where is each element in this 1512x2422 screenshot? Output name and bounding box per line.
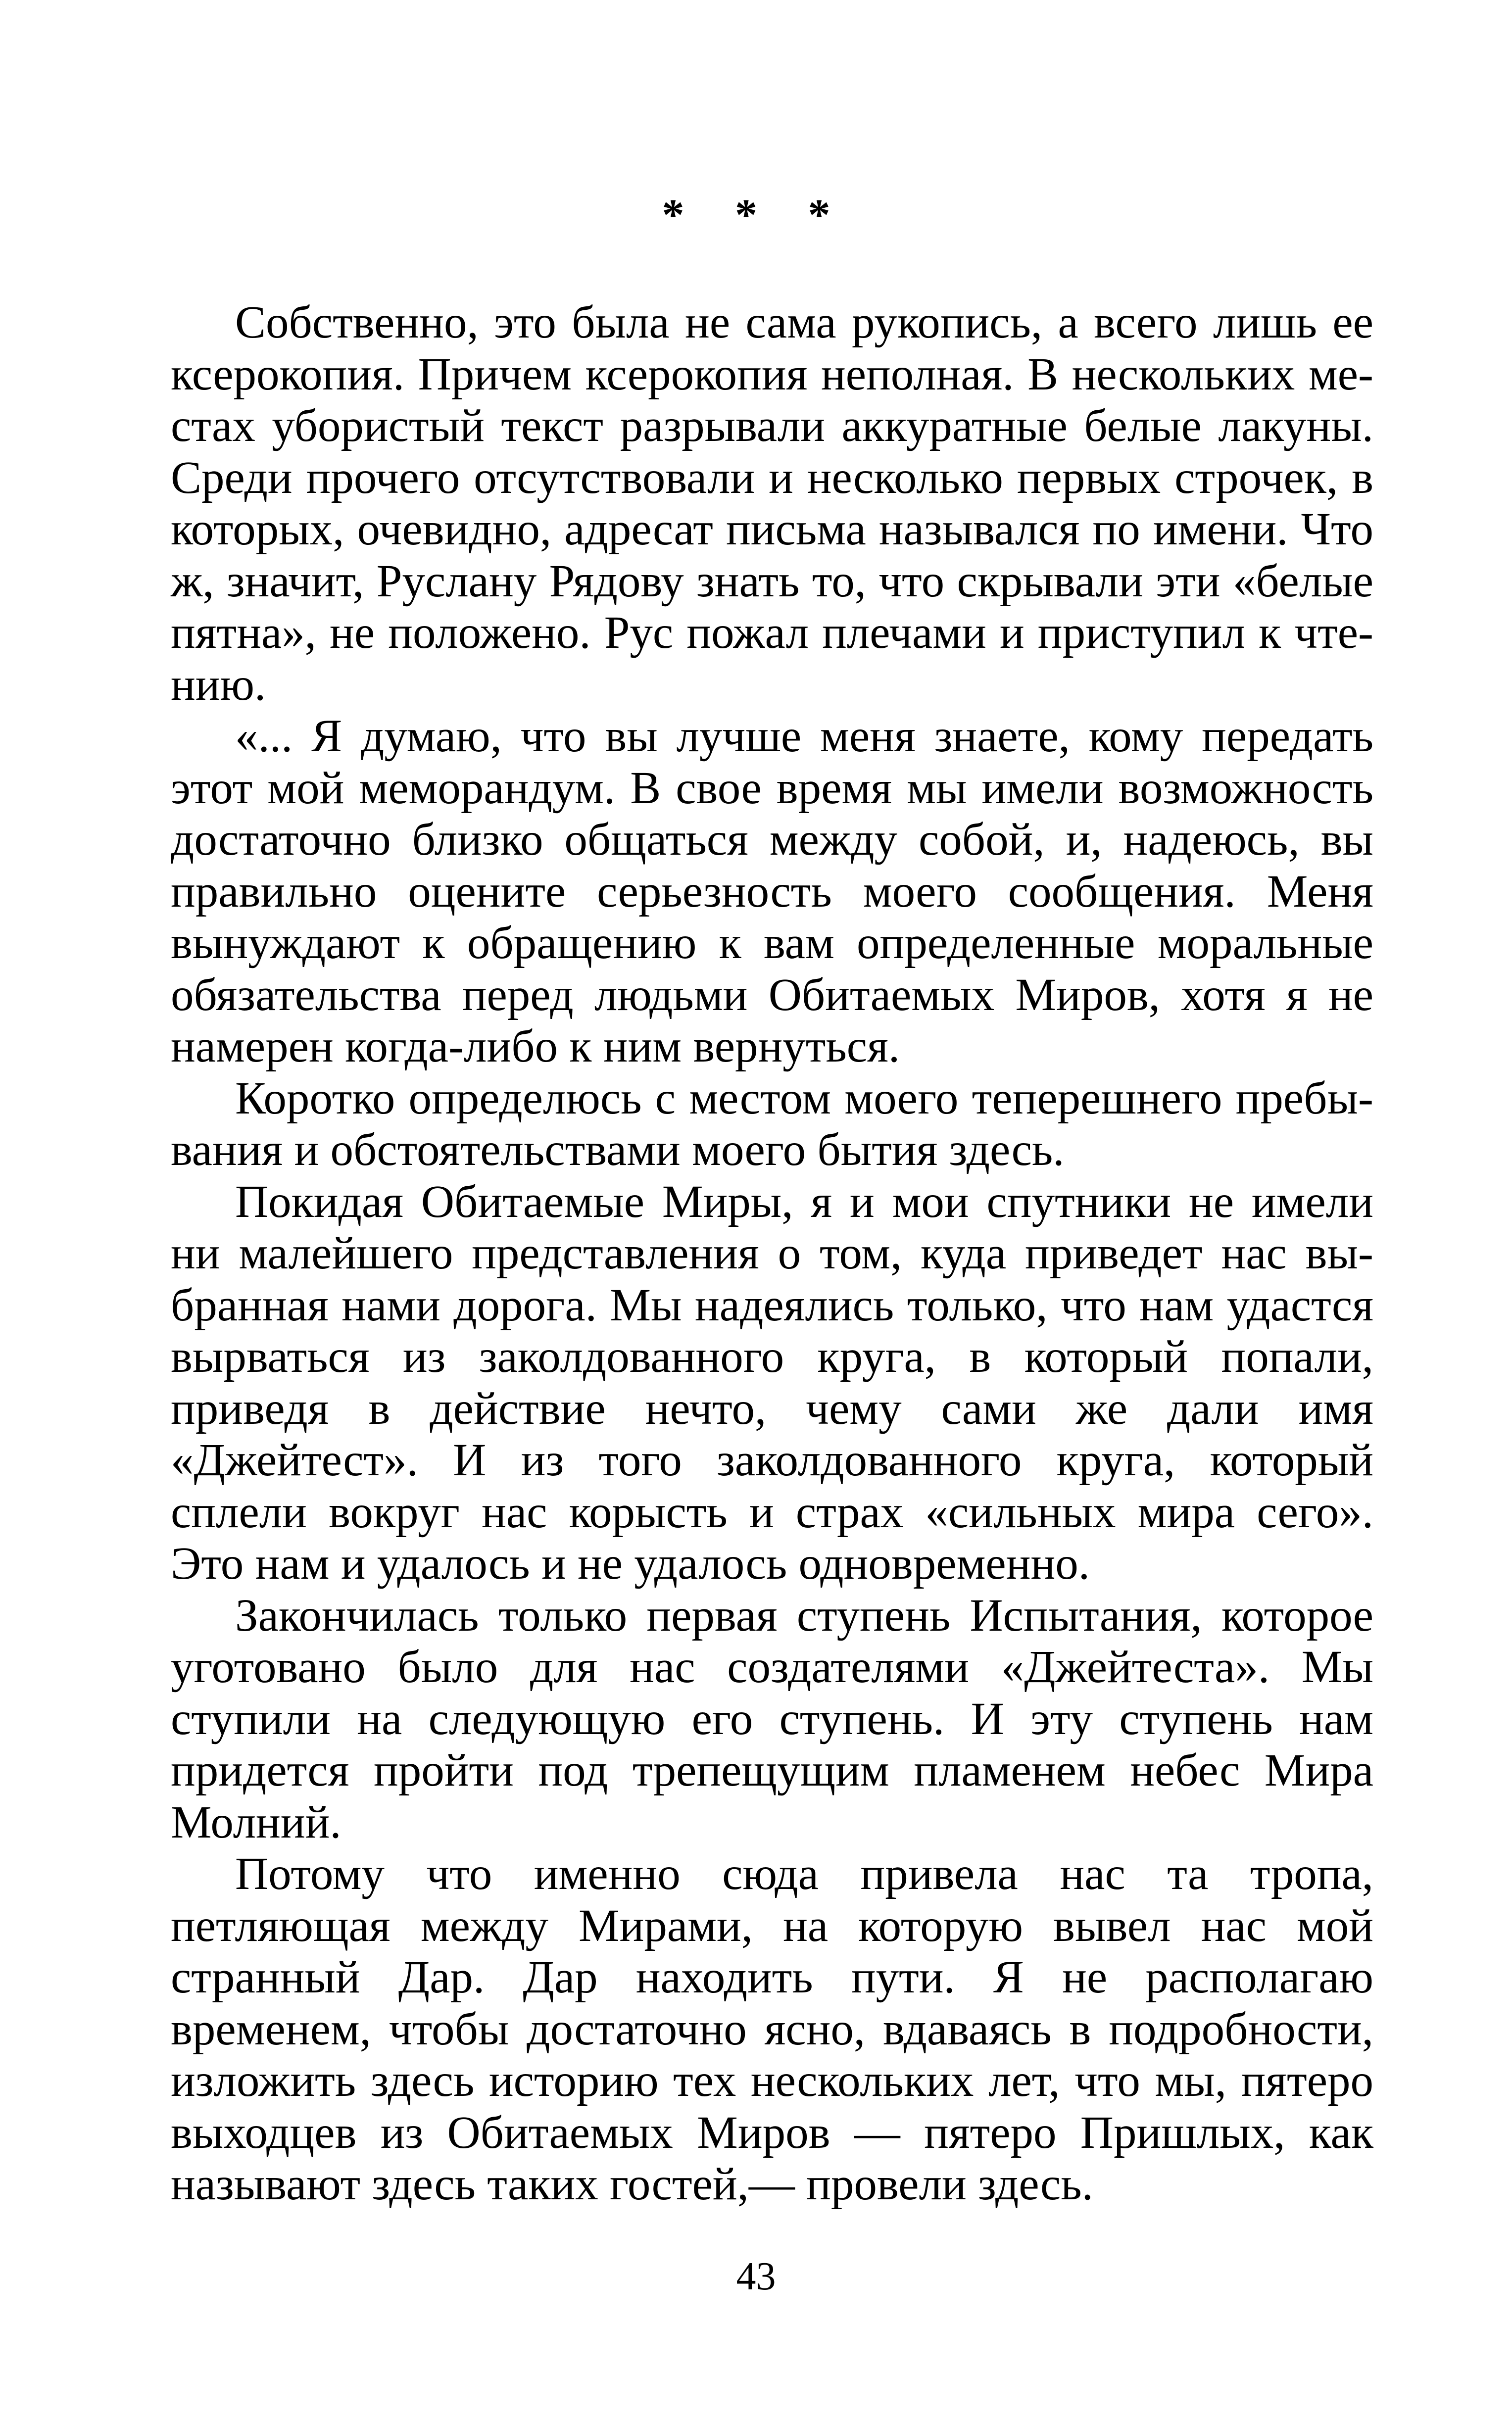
paragraph: Собственно, это была не сама рукопись, а всего лишь ее ксерокопия. Причем ксерокопия неполная. В нескольких местах убористый текст разрывали аккуратные белые лакуны. Среди прочего отсутствовали и несколько первых строчек, в которых, очевидно, адресат письма назывался по имени. Что ж, значит, Руслану Рядову знать то, что скрывали эти «белые пятна», не положено. Рус пожал плечами и приступил к чтению. <box>171 297 1373 710</box>
paragraph: Покидая Обитаемые Миры, я и мои спутники не имели ни малейшего представления о том, куда приведет нас выбранная нами дорога. Мы надеялись только, что нам удастся вырваться из заколдованного круга, в который попали, приведя в действие нечто, чему сами же дали имя «Джейтест». И из того заколдованного круга, который сплели вокруг нас корысть и страх «сильных мира сего». Это нам и удалось и не удалось одновременно. <box>171 1176 1373 1589</box>
section-separator: * * * <box>662 191 850 240</box>
page-number: 43 <box>736 2255 776 2298</box>
paragraph: Закончилась только первая ступень Испытания, которое уготовано было для нас создателями «Джейтеста». Мы ступили на следующую его ступень. И эту ступень нам придется пройти под трепещущим пламенем небес Мира Молний. <box>171 1590 1373 1848</box>
page-body <box>171 297 1373 2211</box>
paragraph: Коротко определюсь с местом моего теперешнего пребывания и обстоятельствами моего бытия здесь. <box>171 1072 1373 1175</box>
paragraph: «... Я думаю, что вы лучше меня знаете, кому передать этот мой меморандум. В свое время мы имели возможность достаточно близко общаться между собой, и, надеюсь, вы правильно оцените серьезность моего сообщения. Меня вынуждают к обращению к вам определенные моральные обязательства перед людьми Обитаемых Миров, хотя я не намерен когда-либо к ним вернуться. <box>171 711 1373 1072</box>
paragraph: Потому что именно сюда привела нас та тропа, петляющая между Мирами, на которую вывел нас мой странный Дар. Дар находить пути. Я не располагаю временем, чтобы достаточно ясно, вдаваясь в подробности, изложить здесь историю тех нескольких лет, что мы, пятеро выходцев из Обитаемых Миров — пятеро Пришлых, как называют здесь таких гостей,— провели здесь. <box>171 1848 1373 2210</box>
